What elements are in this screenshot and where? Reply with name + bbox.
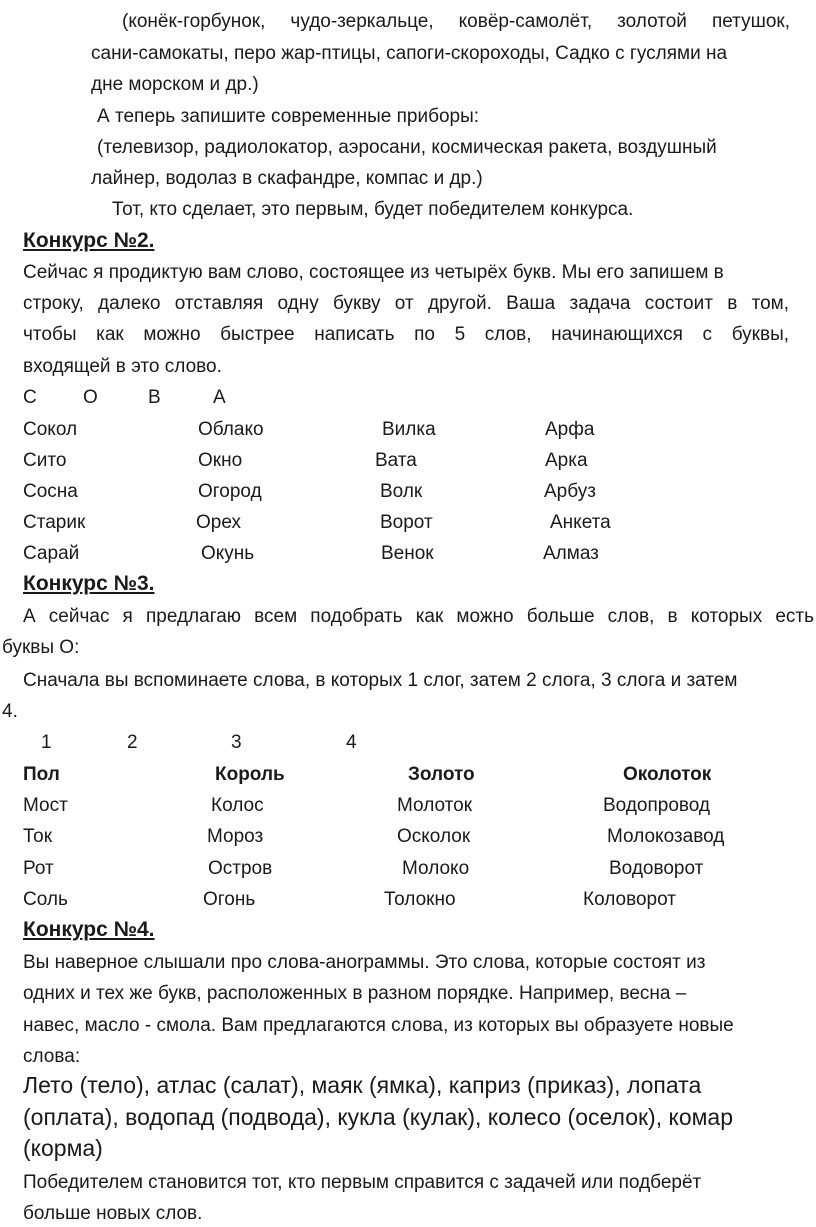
intro-line-4: А теперь запишите современные приборы:: [97, 106, 480, 127]
word-list-item: Огонь: [203, 889, 256, 910]
contest4-paragraph-line-1: Вы наверное слышали про слова-аноrраммы. Это слова, которые состоят из: [23, 952, 706, 973]
table-header: Околоток: [623, 764, 712, 785]
letter-a: А: [213, 387, 226, 408]
table-header: Пол: [23, 764, 60, 785]
word-list-item: Окунь: [201, 543, 255, 564]
word-list-item: Ворот: [380, 512, 433, 533]
word-list-item: Арбуз: [544, 481, 596, 502]
table-header: Король: [215, 764, 285, 785]
word-list-item: Колос: [211, 795, 264, 816]
contest2-paragraph-line-2: строку, далеко отставляя одну букву от другой. Ваша задача состоит в том,: [23, 293, 789, 314]
word-list-item: Толокно: [384, 889, 456, 910]
word-list-item: Сито: [23, 450, 67, 471]
letter-o: О: [83, 387, 98, 408]
word-list-item: Облако: [198, 419, 264, 440]
word-list-item: Орех: [196, 512, 241, 533]
anagram-words-line-2: (оплата), водопад (подвода), кукла (кулак), колесо (оселок), комар: [23, 1104, 734, 1130]
word-list-item: Молокозавод: [607, 826, 725, 847]
contest3-heading: Конкурс №3.: [23, 572, 155, 595]
anagram-words-line-3: (корма): [23, 1135, 103, 1161]
contest2-heading: Конкурс №2.: [23, 229, 155, 252]
letter-c: С: [23, 387, 37, 408]
intro-line-2: сани-самокаты, перо жар-птицы, сапоги-скороходы, Садко с гуслями на: [91, 43, 728, 64]
word-list-item: Молоток: [397, 795, 473, 816]
word-list-item: Арфа: [545, 419, 595, 440]
word-list-item: Сосна: [23, 481, 78, 502]
word-list-item: Сарай: [23, 543, 80, 564]
syllable-number: 2: [127, 732, 138, 753]
contest4-paragraph-line-2: одних и тех же букв, расположенных в разном порядке. Например, весна –: [23, 983, 687, 1004]
contest3-paragraph-line-1: А сейчас я предлагаю всем подобрать как можно больше слов, в которых есть: [23, 606, 814, 627]
intro-line-1: (конёк-горбунок, чудо-зеркальце, ковёр-самолёт, золотой петушок,: [122, 11, 790, 32]
contest4-paragraph-line-3: навес, масло - смола. Вам предлагаются слова, из которых вы образуете новые: [23, 1015, 734, 1036]
contest4-heading: Конкурс №4.: [23, 918, 155, 941]
word-list-item: Арка: [545, 450, 588, 471]
word-list-item: Вилка: [382, 419, 436, 440]
word-list-item: Окно: [198, 450, 243, 471]
letter-v: В: [148, 387, 161, 408]
contest3-paragraph-line-3: Сначала вы вспоминаете слова, в которых 1 слог, затем 2 слога, 3 слога и затем: [23, 670, 738, 691]
word-list-item: Сокол: [23, 419, 78, 440]
word-list-item: Алмаз: [543, 543, 599, 564]
intro-line-7: Тот, кто сделает, это первым, будет победителем конкурса.: [112, 199, 634, 220]
contest3-paragraph-line-4: 4.: [2, 701, 18, 722]
intro-line-6: лайнер, водолаз в скафандре, компас и др.): [91, 168, 483, 189]
contest3-paragraph-line-2: буквы О:: [2, 637, 80, 658]
word-list-item: Венок: [381, 543, 434, 564]
word-list-item: Водоворот: [609, 858, 704, 879]
table-header: Золото: [408, 764, 475, 785]
contest2-paragraph-line-3: чтобы как можно быстрее написать по 5 слов, начинающихся с буквы,: [23, 324, 789, 345]
word-list-item: Рот: [23, 858, 54, 879]
contest4-paragraph-line-4: слова:: [23, 1046, 81, 1067]
word-list-item: Соль: [23, 889, 68, 910]
contest2-paragraph-line-4: входящей в это слово.: [23, 356, 222, 377]
word-list-item: Молоко: [402, 858, 470, 879]
word-list-item: Анкета: [550, 512, 611, 533]
word-list-item: Мороз: [207, 826, 264, 847]
word-list-item: Коловорот: [583, 889, 676, 910]
word-list-item: Старик: [23, 512, 86, 533]
word-list-item: Волк: [380, 481, 423, 502]
anagram-words-line-1: Лето (тело), атлас (салат), маяк (ямка), каприз (приказ), лопата: [23, 1072, 702, 1098]
intro-line-3: дне морском и др.): [91, 74, 259, 95]
word-list-item: Огород: [198, 481, 262, 502]
conclusion-line-2: больше новых слов.: [23, 1203, 203, 1224]
intro-line-5: (телевизор, радиолокатор, аэросани, космическая ракета, воздушный: [97, 137, 717, 158]
contest2-paragraph-line-1: Сейчас я продиктую вам слово, состоящее из четырёх букв. Мы его запишем в: [23, 262, 724, 283]
word-list-item: Осколок: [397, 826, 471, 847]
syllable-number: 4: [346, 732, 357, 753]
word-list-item: Водопровод: [603, 795, 711, 816]
syllable-number: 1: [41, 732, 52, 753]
word-list-item: Ток: [23, 826, 53, 847]
conclusion-line-1: Победителем становится тот, кто первым справится с задачей или подберёт: [23, 1172, 702, 1193]
word-list-item: Вата: [375, 450, 417, 471]
syllable-number: 3: [231, 732, 242, 753]
word-list-item: Остров: [208, 858, 273, 879]
word-list-item: Мост: [23, 795, 68, 816]
